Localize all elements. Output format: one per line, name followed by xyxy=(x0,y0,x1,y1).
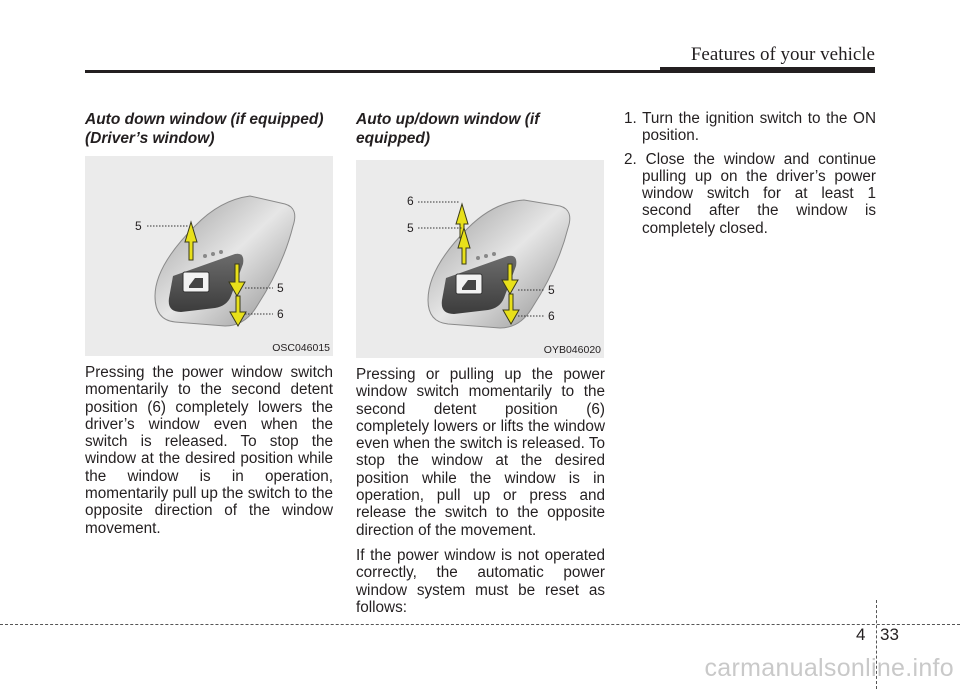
label-up-6: 6 xyxy=(407,194,414,208)
page-number: 33 xyxy=(880,625,899,644)
window-switch-illustration xyxy=(356,160,605,358)
column-auto-down xyxy=(85,110,333,537)
reset-step-2: 2. Close the window and continue pulling up on the driver’s power window switch for at least 1 second after the window is completely closed. xyxy=(624,150,876,237)
watermark: carmanualsonline.info xyxy=(704,654,954,682)
reset-step-1: 1. Turn the ignition switch to the ON position. xyxy=(624,110,876,145)
figure-code: OYB046020 xyxy=(543,344,601,356)
column-auto-up-down xyxy=(356,110,605,616)
body-reset-intro: If the power window is not operated correctly, the automatic power window system must be reset as follows: xyxy=(356,546,605,616)
label-up-5: 5 xyxy=(135,219,142,233)
label-detent-5: 5 xyxy=(277,281,284,295)
figure-code: OSC046015 xyxy=(272,342,330,354)
section-title-auto-down: Auto down window (if equipped) (Driver’s window) xyxy=(85,111,324,147)
reset-steps-list xyxy=(624,110,876,237)
label-detent-6: 6 xyxy=(548,309,555,323)
label-up-5: 5 xyxy=(407,221,414,235)
footer-rule xyxy=(0,624,960,625)
body-auto-up-down: Pressing or pulling up the power window switch momentarily to the second detent position (6) completely lowers or lifts the window even when the switch is released. To stop the window at the desired position while the window is in operation, pull up or press and release the switch to the opposite direction of the movement. xyxy=(356,366,605,539)
section-title-auto-up-down: Auto up/down window (if equipped) xyxy=(356,111,540,147)
header-rule-accent xyxy=(660,67,875,73)
chapter-number: 4 xyxy=(856,625,866,644)
figure-auto-down-switch xyxy=(85,156,333,356)
column-reset-steps xyxy=(624,110,876,243)
window-switch-illustration xyxy=(85,156,333,356)
label-detent-5: 5 xyxy=(548,283,555,297)
header-title: Features of your vehicle xyxy=(690,44,875,65)
label-detent-6: 6 xyxy=(277,307,284,321)
figure-auto-up-down-switch xyxy=(356,160,604,358)
body-auto-down: Pressing the power window switch momentarily to the second detent position (6) completely lowers the driver’s window even when the switch is released. To stop the window at the desired position while the window is in operation, momentarily pull up the switch to the opposite direction of the window movement. xyxy=(85,364,333,537)
